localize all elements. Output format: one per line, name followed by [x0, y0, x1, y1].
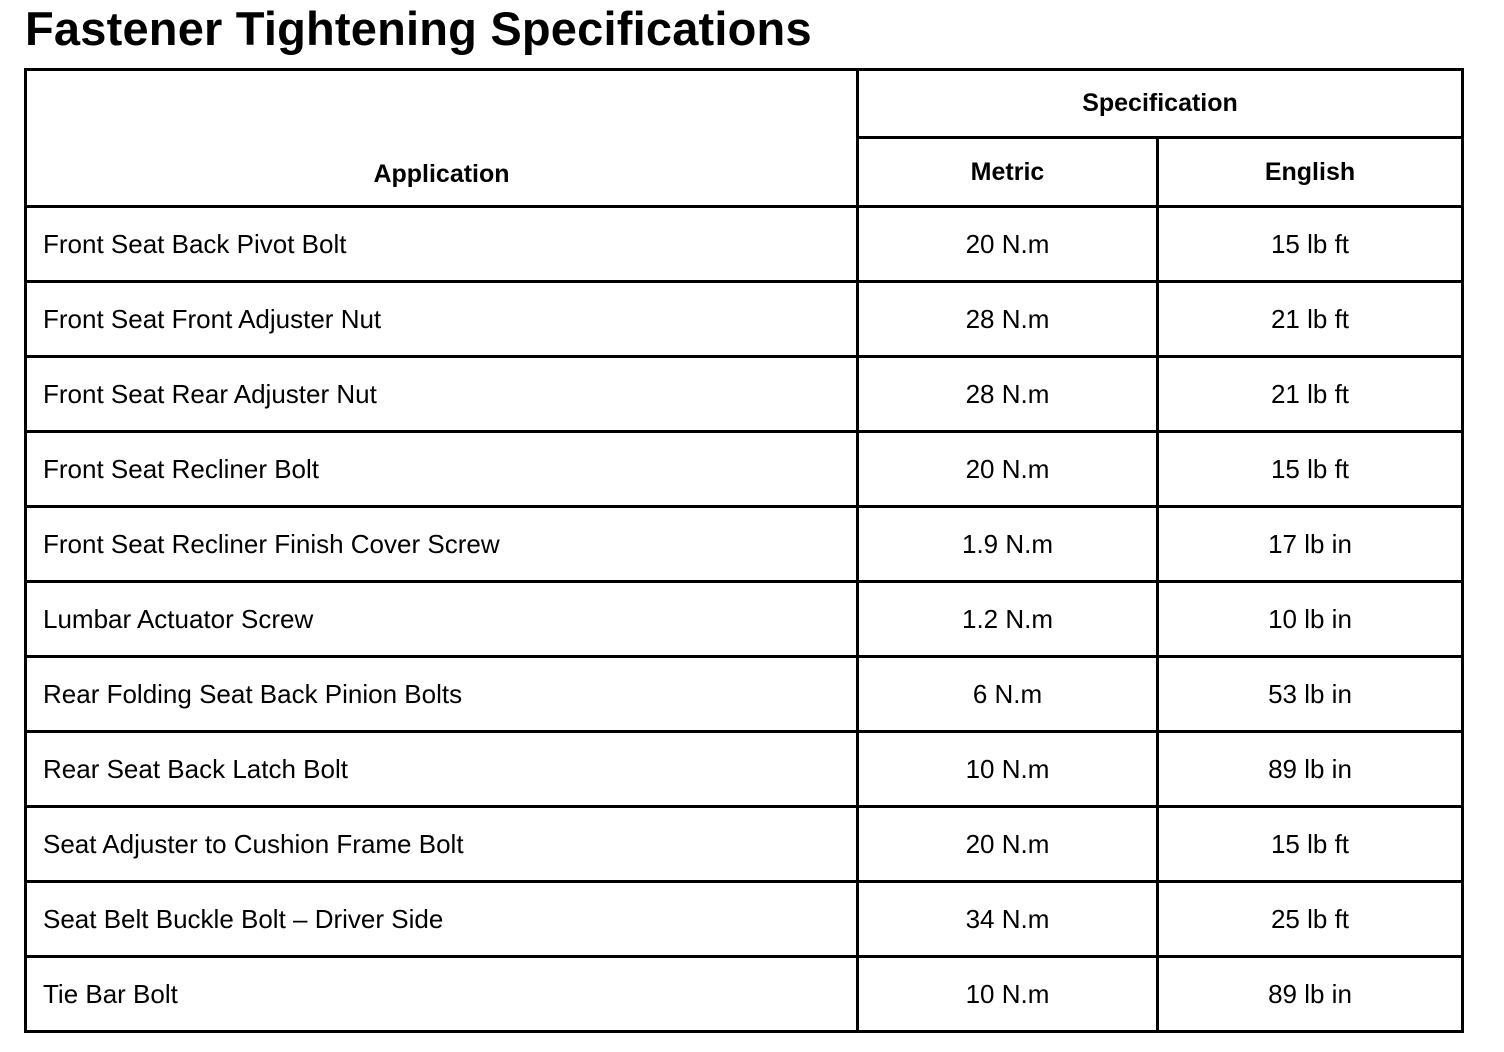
application-cell: Lumbar Actuator Screw	[26, 582, 858, 657]
table-row	[26, 507, 1463, 582]
english-value-cell: 15 lb ft	[1158, 432, 1463, 507]
metric-value-cell: 1.2 N.m	[858, 582, 1158, 657]
header-row	[26, 70, 1463, 138]
application-cell: Rear Folding Seat Back Pinion Bolts	[26, 657, 858, 732]
application-column-header: Application	[26, 70, 858, 207]
application-cell: Rear Seat Back Latch Bolt	[26, 732, 858, 807]
table-row	[26, 432, 1463, 507]
application-cell: Front Seat Recliner Finish Cover Screw	[26, 507, 858, 582]
metric-value-cell: 10 N.m	[858, 957, 1158, 1032]
english-value-cell: 21 lb ft	[1158, 357, 1463, 432]
metric-value-cell: 20 N.m	[858, 207, 1158, 282]
metric-value-cell: 20 N.m	[858, 432, 1158, 507]
application-cell: Seat Belt Buckle Bolt – Driver Side	[26, 882, 858, 957]
table-row	[26, 357, 1463, 432]
metric-value-cell: 20 N.m	[858, 807, 1158, 882]
metric-value-cell: 28 N.m	[858, 282, 1158, 357]
specification-group-header: Specification	[858, 70, 1463, 138]
english-value-cell: 15 lb ft	[1158, 207, 1463, 282]
english-value-cell: 10 lb in	[1158, 582, 1463, 657]
english-value-cell: 89 lb in	[1158, 957, 1463, 1032]
metric-column-header: Metric	[858, 138, 1158, 207]
table-row	[26, 282, 1463, 357]
table-row	[26, 582, 1463, 657]
metric-value-cell: 6 N.m	[858, 657, 1158, 732]
english-value-cell: 53 lb in	[1158, 657, 1463, 732]
application-cell: Tie Bar Bolt	[26, 957, 858, 1032]
application-cell: Seat Adjuster to Cushion Frame Bolt	[26, 807, 858, 882]
metric-value-cell: 1.9 N.m	[858, 507, 1158, 582]
application-cell: Front Seat Back Pivot Bolt	[26, 207, 858, 282]
table-body	[26, 207, 1463, 1032]
page-title: Fastener Tightening Specifications	[25, 2, 812, 55]
metric-value-cell: 28 N.m	[858, 357, 1158, 432]
metric-value-cell: 34 N.m	[858, 882, 1158, 957]
table-row	[26, 807, 1463, 882]
english-value-cell: 89 lb in	[1158, 732, 1463, 807]
application-cell: Front Seat Rear Adjuster Nut	[26, 357, 858, 432]
table-row	[26, 882, 1463, 957]
table-row	[26, 957, 1463, 1032]
fastener-spec-table	[24, 68, 1464, 1033]
table-row	[26, 657, 1463, 732]
english-value-cell: 15 lb ft	[1158, 807, 1463, 882]
english-value-cell: 21 lb ft	[1158, 282, 1463, 357]
application-cell: Front Seat Recliner Bolt	[26, 432, 858, 507]
metric-value-cell: 10 N.m	[858, 732, 1158, 807]
table-row	[26, 732, 1463, 807]
application-cell: Front Seat Front Adjuster Nut	[26, 282, 858, 357]
english-column-header: English	[1158, 138, 1463, 207]
english-value-cell: 17 lb in	[1158, 507, 1463, 582]
table-header	[26, 70, 1463, 207]
english-value-cell: 25 lb ft	[1158, 882, 1463, 957]
table-row	[26, 207, 1463, 282]
